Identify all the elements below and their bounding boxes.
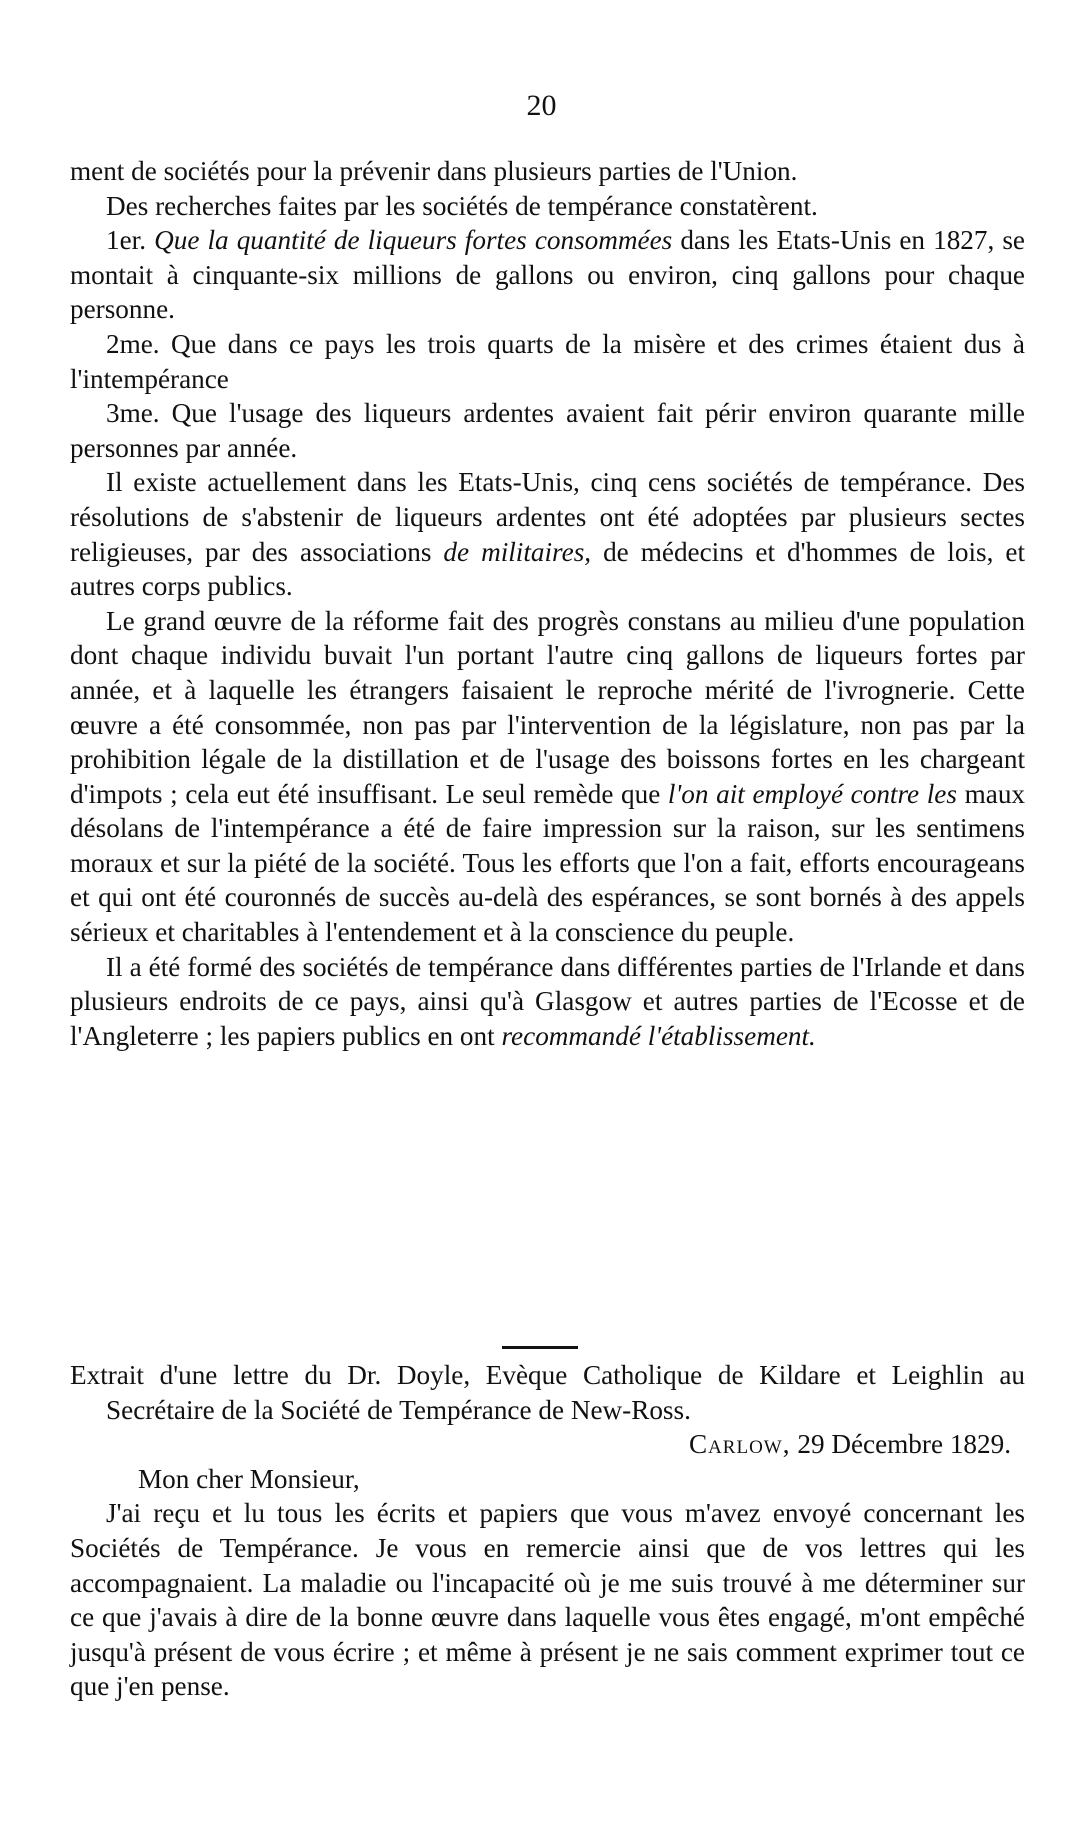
paragraph-societes (70, 465, 1025, 603)
paragraph-reforme-rest: maux désolans de l'intempérance a été de faire impression sur la raison, sur les sentimens moraux et sur la piété de la société. Tous les efforts que l'on a fait, efforts encourageans et qui ont été couronnés de succès au-delà des espérances, se sont bornés à des appels sérieux et charitables à l'entendement et à la conscience du peuple. (70, 778, 1026, 948)
paragraph-irlande-pre: Il a été formé des sociétés de tempérance dans différentes parties de l'Irlande et dans plusieurs endroits de ce pays, ainsi qu'à Glasgow et autres parties de l'Ecosse et de l'Angleterre ; les papiers publics en ont (70, 951, 1025, 1051)
paragraph-reforme-pre: Le grand œuvre de la réforme fait des progrès constans au milieu d'une population dont chaque individu buvait l'un portant l'autre cinq gallons de liqueurs fortes par année, et à laquelle les étrangers faisaient le reproche mérité de l'ivrognerie. Cette œuvre a été consommée, non pas par l'intervention de la législature, non pas par la prohibition légale de la distillation et de l'usage des boissons fortes en les chargeant d'impots ; cela eut été insuffisant. Le seul remède que (70, 605, 1025, 809)
letter-dateline (70, 1427, 1025, 1462)
paragraph-societes-italic: de militaires, (443, 536, 592, 567)
paragraph-continuation: ment de sociétés pour la prévenir dans plusieurs parties de l'Union. (70, 156, 798, 186)
paragraph-reforme-italic: l'on ait employé contre les (667, 778, 957, 809)
section-divider (502, 1346, 578, 1349)
paragraph-premier (70, 223, 1025, 327)
paragraph-troisieme: 3me. Que l'usage des liqueurs ardentes avaient fait périr environ quarante mille personnes par année. (70, 398, 1025, 463)
paragraph-deuxieme: 2me. Que dans ce pays les trois quarts de la misère et des crimes étaient dus à l'intempérance (70, 328, 1025, 394)
letter-place: Carlow, (688, 1429, 791, 1460)
page-number: 20 (526, 89, 557, 122)
paragraph-premier-lead: 1er. (106, 225, 155, 256)
letter-heading: Extrait d'une lettre du Dr. Doyle, Evèque Catholique de Kildare et Leighlin au Secrétaire de la Société de Tempérance de New-Ross. (70, 1360, 1025, 1425)
paragraph-societes-rest: de médecins et d'hommes de lois, et autres corps publics. (70, 536, 1026, 602)
letter-body: J'ai reçu et lu tous les écrits et papiers que vous m'avez envoyé concernant les Sociétés de Tempérance. Je vous en remercie ainsi que de vos lettres qui les accompagnaient. La maladie ou l'incapacité où je me suis trouvé à me déterminer sur ce que j'avais à dire de la bonne œuvre dans laquelle vous êtes engagé, m'ont empêché jusqu'à présent de vous écrire ; et même à présent je ne sais comment exprimer tout ce que j'en pense. (70, 1498, 1025, 1702)
letter-salutation: Mon cher Monsieur, (138, 1463, 360, 1494)
paragraph-premier-italic: Que la quantité de liqueurs fortes consommées (154, 225, 673, 256)
paragraph-societes-pre: Il existe actuellement dans les Etats-Unis, cinq cens sociétés de tempérance. Des résolutions de s'abstenir de liqueurs ardentes ont été adoptées par plusieurs sectes religieuses, par des associations (70, 467, 1025, 567)
paragraph-irlande-italic: recommandé l'établissement. (501, 1020, 816, 1051)
paragraph-premier-rest: dans les Etats-Unis en 1827, se montait à cinquante-six millions de gallons ou environ, cinq gallons pour chaque personne. (70, 225, 1025, 325)
paragraph-recherches: Des recherches faites par les sociétés de tempérance constatèrent. (106, 190, 818, 221)
letter-section (70, 1358, 1025, 1704)
paragraph-reforme (70, 604, 1025, 950)
main-text (70, 154, 1025, 1053)
letter-date: 29 Décembre 1829. (790, 1429, 1011, 1460)
paragraph-irlande (70, 950, 1025, 1054)
